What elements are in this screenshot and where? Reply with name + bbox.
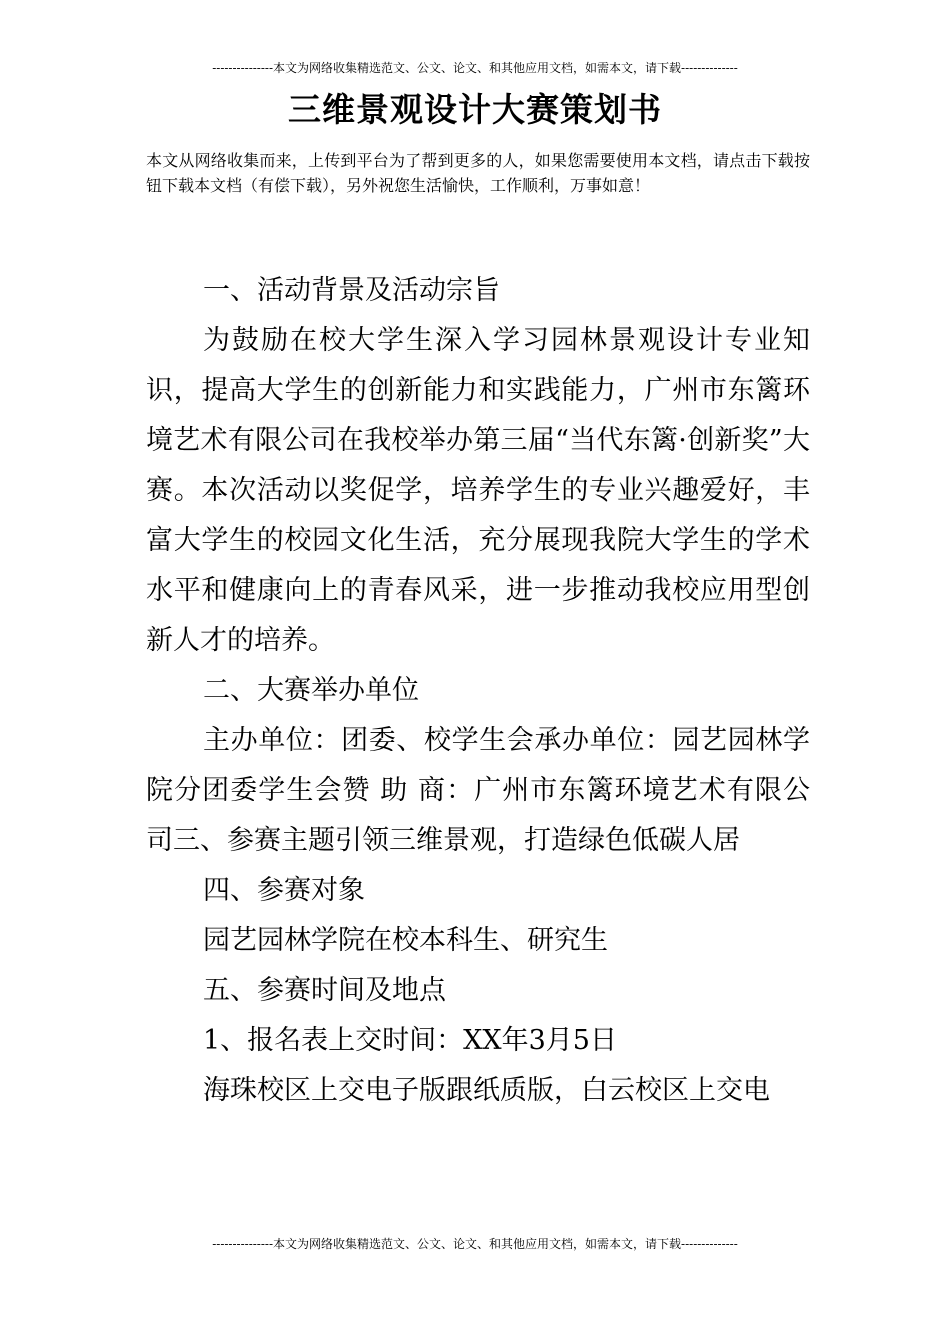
paragraph-submission: 海珠校区上交电子版跟纸质版，白云校区上交电 [203,1075,770,1106]
section-heading-time-location: 五、参赛时间及地点 [203,975,446,1006]
document-title: 三维景观设计大赛策划书 [288,90,662,129]
section-heading-participants: 四、参赛对象 [203,875,365,906]
section-heading-background: 一、活动背景及活动宗旨 [203,275,500,306]
document-body [146,266,810,1116]
paragraph-registration-time: 1、报名表上交时间：XX年3月5日 [203,1025,617,1056]
footer-note: ---------------本文为网络收集精选范文、公文、论文、和其他应用文档，如需本文，请下载-------------- [212,1237,738,1251]
section-heading-organizers: 二、大赛举办单位 [203,675,419,706]
paragraph-background: 为鼓励在校大学生深入学习园林景观设计专业知识，提高大学生的创新能力和实践能力，广州市东篱环境艺术有限公司在我校举办第三届“当代东篱·创新奖”大赛。本次活动以奖促学，培养学生的专业兴趣爱好，丰富大学生的校园文化生活，充分展现我院大学生的学术水平和健康向上的青春风采，进一步推动我校应用型创新人才的培养。 [146,325,810,656]
intro-note: 本文从网络收集而来，上传到平台为了帮到更多的人，如果您需要使用本文档，请点击下载按钮下载本文档（有偿下载），另外祝您生活愉快，工作顺利，万事如意！ [146,151,810,195]
header-note: ---------------本文为网络收集精选范文、公文、论文、和其他应用文档，如需本文，请下载-------------- [212,61,738,75]
paragraph-participants: 园艺园林学院在校本科生、研究生 [203,925,608,956]
paragraph-organizers: 主办单位：团委、校学生会承办单位：园艺园林学院分团委学生会赞 助 商：广州市东篱环境艺术有限公司三、参赛主题引领三维景观，打造绿色低碳人居 [146,725,810,856]
